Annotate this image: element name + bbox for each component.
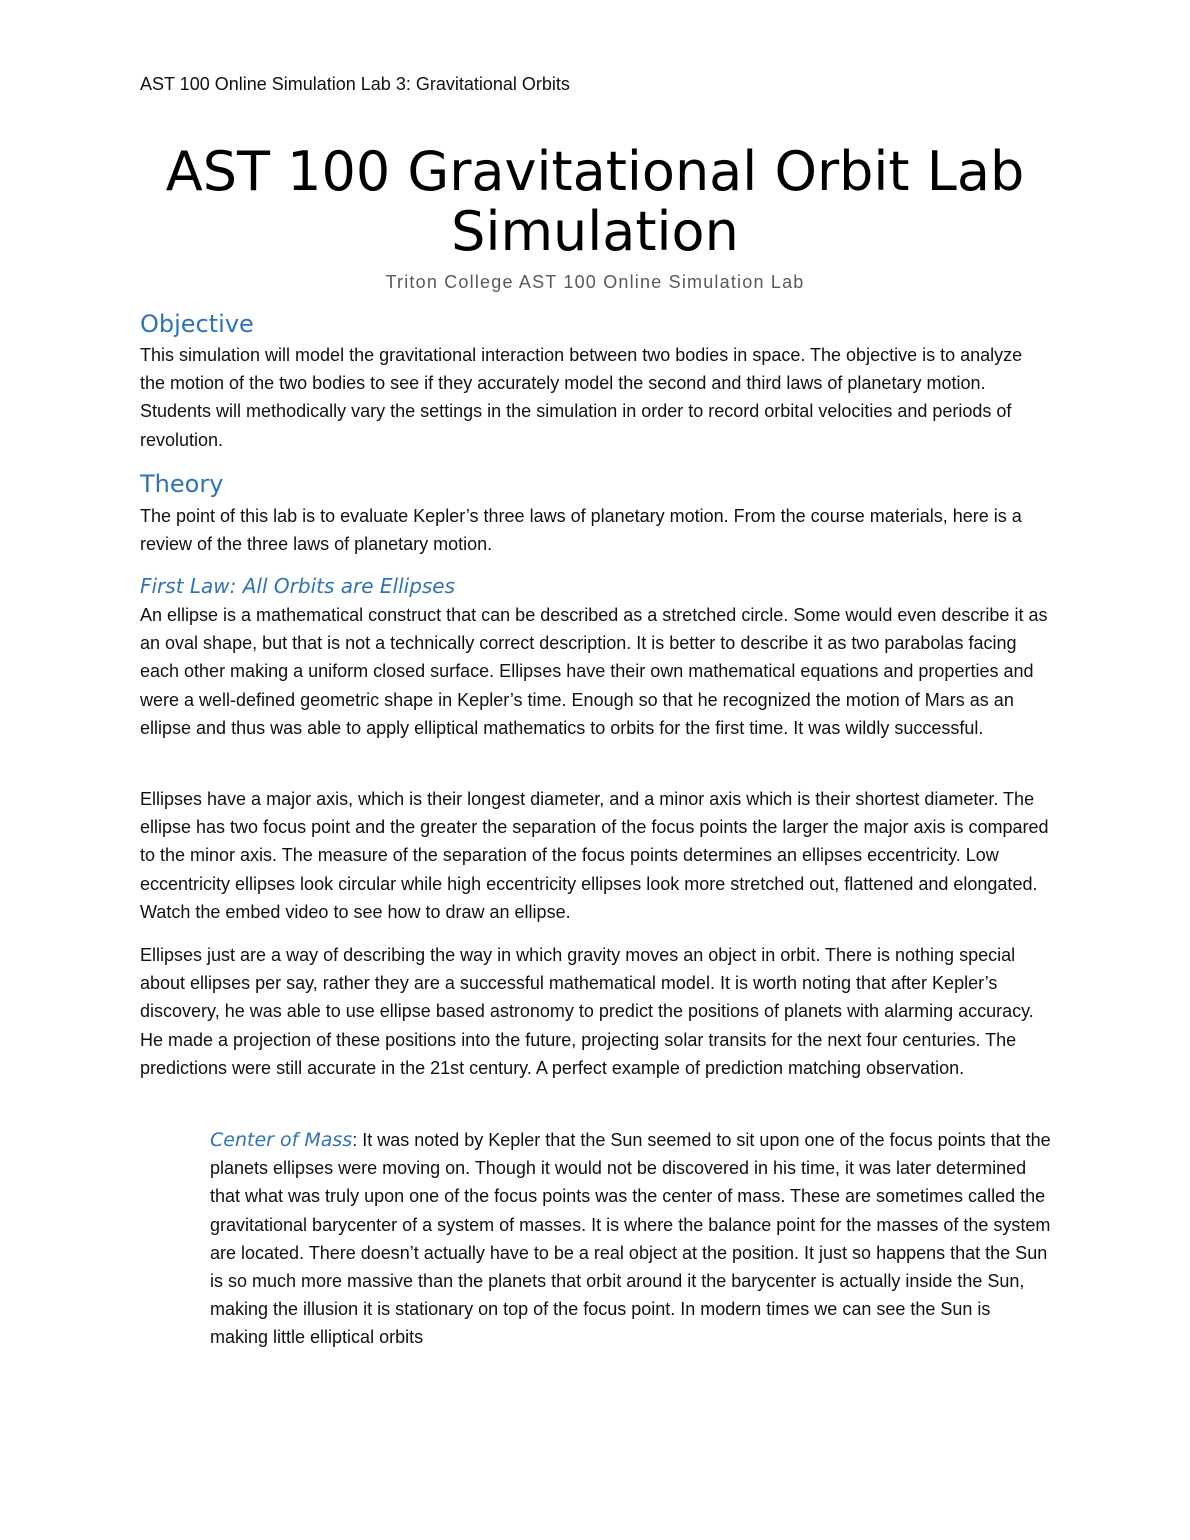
first-law-paragraph-1: An ellipse is a mathematical construct that can be described as a stretched circle. Some would even describe it as an oval shape, but that is not a technically correct description. It is better to describe it as two parabolas facing each other making a uniform closed surface. Ellipses have their own mathematical equations and properties and were a well-defined geometric shape in Kepler’s time. Enough so that he recognized the motion of Mars as an ellipse and thus was able to apply elliptical mathematics to orbits for the first time. It was wildly successful. (140, 605, 1048, 738)
objective-paragraph: This simulation will model the gravitational interaction between two bodies in space. The objective is to analyze the motion of the two bodies to see if they accurately model the second and third laws of planetary motion. Students will methodically vary the settings in the simulation in order to record orbital velocities and periods of revolution. (140, 345, 1023, 450)
running-header: AST 100 Online Simulation Lab 3: Gravitational Orbits (140, 74, 570, 94)
first-law-paragraph-2: Ellipses have a major axis, which is their longest diameter, and a minor axis which is their shortest diameter. The ellipse has two focus point and the greater the separation of the focus points the larger the major axis is compared to the minor axis. The measure of the separation of the focus points determines an ellipses eccentricity. Low eccentricity ellipses look circular while high eccentricity ellipses look more stretched out, flattened and elongated. Watch the embed video to see how to draw an ellipse. (140, 789, 1049, 922)
first-law-heading: First Law: All Orbits are Ellipses (140, 574, 456, 598)
page-title: AST 100 Gravitational Orbit Lab Simulation (165, 140, 1025, 263)
first-law-paragraph-3: Ellipses just are a way of describing the way in which gravity moves an object in orbit. There is nothing special about ellipses per say, rather they are a successful mathematical model. It is worth noting that after Kepler’s discovery, he was able to use ellipse based astronomy to predict the positions of planets with alarming accuracy. He made a projection of these positions into the future, projecting solar transits for the next four centuries. The predictions were still accurate in the 21st century. A perfect example of prediction matching observation. (140, 945, 1034, 1078)
theory-heading: Theory (140, 470, 224, 498)
center-of-mass-paragraph (210, 1126, 1052, 1352)
center-of-mass-heading: Center of Mass (210, 1129, 353, 1151)
center-of-mass-text: It was noted by Kepler that the Sun seemed to sit upon one of the focus points that the planets ellipses were moving on. Though it would not be discovered in his time, it was later determined that what was truly upon one of the focus points was the center of mass. These are sometimes called the gravitational barycenter of a system of masses. It is where the balance point for the masses of the system are located. There doesn’t actually have to be a real object at the position. It just so happens that the Sun is so much more massive than the planets that orbit around it the barycenter is actually inside the Sun, making the illusion it is stationary on top of the focus point. In modern times we can see the Sun is making little elliptical orbits (210, 1130, 1051, 1348)
objective-heading: Objective (140, 310, 254, 338)
center-of-mass-separator: : (352, 1130, 358, 1150)
theory-paragraph: The point of this lab is to evaluate Kepler’s three laws of planetary motion. From the course materials, here is a review of the three laws of planetary motion. (140, 506, 1022, 555)
page-subtitle: Triton College AST 100 Online Simulation Lab (385, 272, 805, 292)
